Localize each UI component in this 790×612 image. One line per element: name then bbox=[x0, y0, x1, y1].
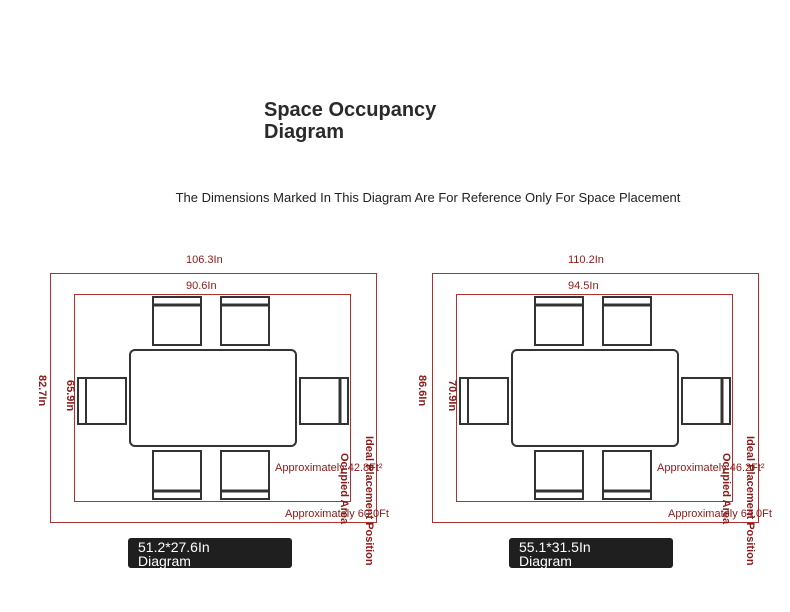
chair-right bbox=[300, 378, 348, 424]
layout-panel-small bbox=[0, 240, 389, 600]
dining-table bbox=[130, 350, 296, 446]
size-badge bbox=[128, 538, 292, 568]
outer-width-label: 106.3In bbox=[186, 254, 223, 266]
page-title-line2: Diagram bbox=[264, 121, 345, 143]
ideal-placement-value: Approximately 64.0Ft bbox=[668, 508, 772, 520]
chair-bottom-left bbox=[535, 451, 583, 499]
size-badge-caption: Diagram bbox=[519, 553, 572, 569]
inner-width-label: 90.6In bbox=[186, 280, 217, 292]
chair-left bbox=[460, 378, 508, 424]
chair-left bbox=[78, 378, 126, 424]
occupied-area-caption: Ocupied Area bbox=[720, 453, 732, 525]
chair-bottom-right bbox=[221, 451, 269, 499]
chair-bottom-left bbox=[153, 451, 201, 499]
inner-width-label: 94.5In bbox=[568, 280, 599, 292]
reference-note: The Dimensions Marked In This Diagram Are For Reference Only For Space Placement bbox=[175, 190, 681, 205]
inner-height-label: 65.9In bbox=[64, 380, 76, 412]
ideal-placement-outline bbox=[51, 274, 377, 523]
size-badge-dimensions: 51.2*27.6In bbox=[138, 539, 210, 555]
size-badge bbox=[509, 538, 673, 568]
chair-top-right bbox=[221, 297, 269, 345]
occupied-area-caption: Ocupied Area bbox=[338, 453, 350, 525]
chair-top-left bbox=[153, 297, 201, 345]
size-badge-caption: Diagram bbox=[138, 553, 191, 569]
ideal-placement-caption: Ideal Placement Position bbox=[363, 436, 375, 566]
dining-table bbox=[512, 350, 678, 446]
ideal-placement-caption: Ideal Placement Position bbox=[744, 436, 756, 566]
outer-height-label: 82.7In bbox=[36, 375, 48, 407]
inner-height-label: 70.9In bbox=[446, 380, 458, 412]
chair-bottom-right bbox=[603, 451, 651, 499]
ideal-placement-outline bbox=[433, 274, 759, 523]
chair-top-right bbox=[603, 297, 651, 345]
occupied-area-value: Approximately 42.8Ft² bbox=[275, 462, 383, 474]
page-title bbox=[264, 99, 436, 143]
ideal-placement-value: Approximately 60.0Ft bbox=[285, 508, 389, 520]
occupied-area-value: Approximately 46.2Ft² bbox=[657, 462, 765, 474]
chair-top-left bbox=[535, 297, 583, 345]
page-title-line1: Space Occupancy bbox=[264, 99, 437, 121]
outer-height-label: 86.6In bbox=[416, 375, 428, 407]
outer-width-label: 110.2In bbox=[568, 254, 604, 266]
size-badge-dimensions: 55.1*31.5In bbox=[519, 539, 591, 555]
chair-right bbox=[682, 378, 730, 424]
layout-panel-large bbox=[382, 240, 772, 600]
